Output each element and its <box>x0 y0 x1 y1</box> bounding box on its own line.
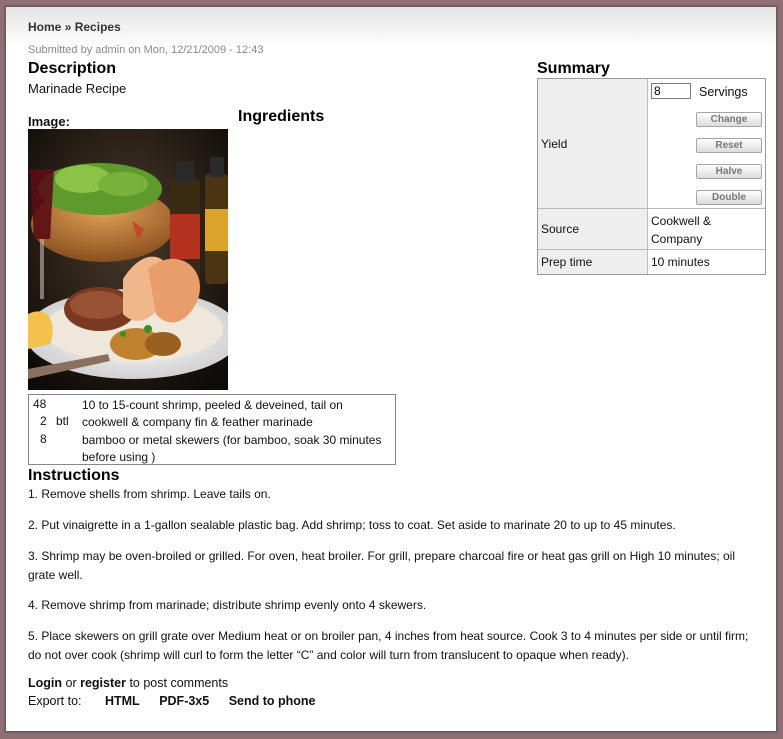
change-button[interactable]: Change <box>696 112 762 127</box>
export-pdf-link[interactable]: PDF-3x5 <box>159 694 210 708</box>
ingredient-unit: btl <box>56 414 69 428</box>
yield-label: Yield <box>541 137 568 151</box>
breadcrumb-home-link[interactable]: Home <box>28 20 62 34</box>
recipe-photo-image <box>28 129 228 390</box>
export-html-link[interactable]: HTML <box>104 694 140 708</box>
ingredient-name: cookwell & company fin & feather marinade <box>82 415 313 429</box>
halve-button[interactable]: Halve <box>696 164 762 179</box>
login-link[interactable]: Login <box>28 676 63 690</box>
image-label: Image: <box>28 114 70 129</box>
ingredient-name: 10 to 15-count shrimp, peeled & deveined, tail on <box>82 398 343 412</box>
ingredient-qty: 8 <box>40 432 47 446</box>
breadcrumb-recipes-link[interactable]: Recipes <box>74 20 121 34</box>
source-value: Cookwell & Company <box>651 214 712 246</box>
instruction-step: 5. Place skewers on grill grate over Medium heat or on broiler pan, 4 inches from heat source. Cook 3 to 4 minutes per side or until firm; do not over cook (shrimp will curl to form the letter “C” and color will turn from translucent to opaque when ready). <box>28 629 749 662</box>
servings-label: Servings <box>699 85 748 99</box>
ingredients-heading: Ingredients <box>238 108 325 125</box>
ingredient-qty: 48 <box>33 397 47 411</box>
export-line <box>28 694 316 708</box>
ingredient-name: bamboo or metal skewers (for bamboo, soak 30 minutes before using ) <box>82 433 382 464</box>
description-text: Marinade Recipe <box>28 81 127 96</box>
double-button[interactable]: Double <box>696 190 762 205</box>
breadcrumb <box>28 20 121 34</box>
comments-or: or <box>65 676 77 690</box>
description-heading: Description <box>28 60 117 77</box>
submitted-info: Submitted by admin on Mon, 12/21/2009 - 12:43 <box>28 44 264 56</box>
prep-value-cell <box>648 250 765 274</box>
breadcrumb-separator: » <box>64 20 72 34</box>
register-link[interactable]: register <box>80 676 126 690</box>
prep-label-cell <box>538 250 648 274</box>
instructions-heading: Instructions <box>28 467 120 484</box>
header-shade <box>6 7 776 47</box>
recipe-page <box>5 6 777 732</box>
instruction-step: 3. Shrimp may be oven-broiled or grilled. For oven, heat broiler. For grill, prepare charcoal fire or heat gas grill on High 10 minutes; oil grate well. <box>28 549 736 582</box>
recipe-photo <box>28 129 228 390</box>
prep-value: 10 minutes <box>651 255 710 269</box>
export-label: Export to: <box>28 694 82 708</box>
yield-label-cell <box>538 79 648 208</box>
send-to-phone-link[interactable]: Send to phone <box>228 694 316 708</box>
instruction-step: 2. Put vinaigrette in a 1-gallon sealable plastic bag. Add shrimp; toss to coat. Set aside to marinate 20 to up to 45 minutes. <box>28 518 676 532</box>
reset-button[interactable]: Reset <box>696 138 762 153</box>
instruction-step: 4. Remove shrimp from marinade; distribute shrimp evenly onto 4 skewers. <box>28 598 427 612</box>
summary-table <box>537 78 766 275</box>
source-label-cell <box>538 209 648 249</box>
prep-label: Prep time <box>541 255 593 269</box>
summary-heading: Summary <box>537 60 610 77</box>
ingredient-qty: 2 <box>40 414 47 428</box>
ingredients-table <box>28 394 396 465</box>
yield-input[interactable] <box>651 83 691 99</box>
source-label: Source <box>541 222 580 236</box>
instruction-step: 1. Remove shells from shrimp. Leave tails on. <box>28 487 271 501</box>
comments-suffix: to post comments <box>129 676 229 690</box>
source-value-cell <box>648 209 765 249</box>
yield-value-cell <box>648 79 765 208</box>
comments-line <box>28 676 228 690</box>
